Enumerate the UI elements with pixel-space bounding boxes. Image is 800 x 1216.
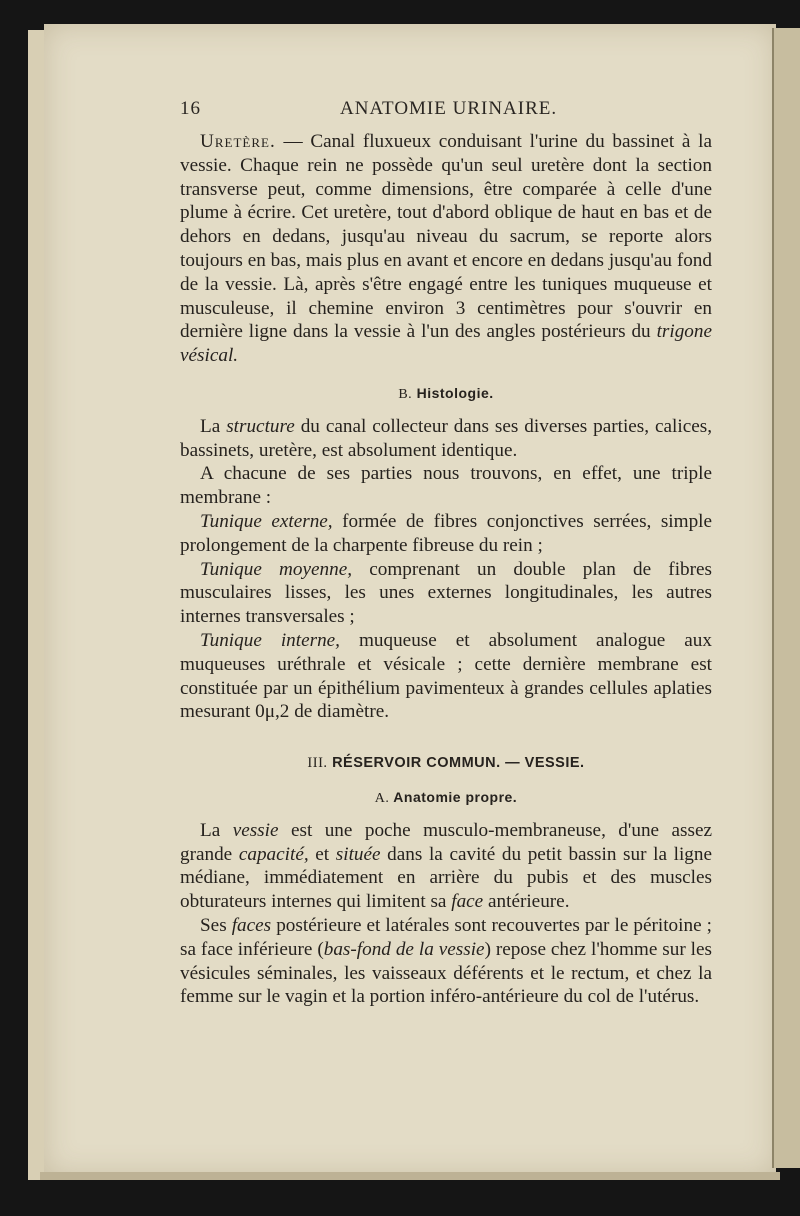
- tunique-externe: [180, 510, 712, 558]
- vessie-p1-a: La: [200, 819, 233, 841]
- vessie-p1-situee: située: [335, 843, 381, 865]
- body-text: [180, 130, 712, 1009]
- ureter-text: — Canal fluxueux conduisant l'urine du bassinet à la vessie. Chaque rein ne possède qu'un seul uretère dont la section transverse peut, comme dimensions, être comparée à celle d'une plume à écrire. Cet uretère, tout d'abord oblique de haut en bas et de dehors en dedans, jusqu'au niveau du sacrum, se reporte alors toujours en bas, mais plus en avant et encore en dedans jusqu'au fond de la vessie. Là, après s'être engagé entre les tuniques muqueuse et musculeuse, il chemine environ 3 centimètres pour s'ouvrir en dernière ligne dans la vessie à l'un des angles postérieurs du: [180, 131, 712, 343]
- ureter-term: Uretère.: [200, 131, 276, 152]
- subsection-heading: [180, 786, 712, 811]
- vessie-p1-d: dans la cavité du petit bassin sur la ligne médiane, immédiatement en arrière du pubis et des muscles obturateurs internes qui limitent sa: [180, 843, 712, 913]
- histology-heading-letter: B.: [398, 386, 413, 402]
- section-title: RÉSERVOIR COMMUN. — VESSIE.: [332, 755, 585, 772]
- section-number: III.: [307, 755, 328, 772]
- section-heading: [180, 752, 712, 776]
- page-number: 16: [180, 98, 201, 119]
- running-title: ANATOMIE URINAIRE.: [340, 98, 558, 119]
- vessie-p2-a: Ses: [200, 914, 232, 936]
- vessie-p2: [180, 914, 712, 1009]
- vessie-p1-vessie: vessie: [232, 819, 279, 841]
- histology-p1-structure: structure: [226, 415, 295, 437]
- vessie-p2-faces: faces: [231, 914, 272, 936]
- tunique-interne-text: muqueuse et absolument analogue aux muqueuses uréthrale et vésicale ; cette dernière membrane est constituée par un épithélium pavimenteux à grandes cellules aplaties mesurant 0μ,2 de diamètre.: [180, 629, 712, 723]
- histology-heading: [180, 382, 712, 407]
- tunique-moyenne-text: comprenant un double plan de fibres musculaires lisses, les unes externes longitudinales, les autres internes transversales ;: [180, 558, 712, 628]
- histology-p1-b: du canal collecteur dans ses diverses parties, calices, bassinets, uretère, est absolument identique.: [180, 415, 712, 461]
- histology-p1: [180, 415, 712, 463]
- tunique-externe-term: Tunique externe,: [200, 510, 333, 532]
- vessie-p2-bas-fond: bas-fond de la vessie: [323, 938, 485, 960]
- vessie-p1-e: antérieure.: [483, 891, 570, 913]
- tunique-moyenne: [180, 558, 712, 629]
- subsection-letter: A.: [374, 790, 390, 806]
- vessie-p1: [180, 819, 712, 914]
- page-bottom-edge: [40, 1172, 780, 1180]
- tunique-interne: [180, 629, 712, 724]
- vessie-p2-b: postérieure et latérales sont recouvertes par le péritoine ; sa face inférieure (: [180, 914, 712, 960]
- vessie-p1-c: et: [308, 843, 336, 865]
- vessie-p1-face: face: [451, 891, 484, 913]
- vessie-p2-c: ) repose chez l'homme sur les vésicules séminales, les vaisseaux déférents et le rectum, et chez la femme sur le vagin et la portion inféro-antérieure du col de l'utérus.: [180, 938, 712, 1008]
- histology-p1-a: La: [200, 415, 227, 437]
- tunique-moyenne-term: Tunique moyenne,: [200, 558, 353, 580]
- subsection-title: Anatomie propre.: [393, 788, 518, 805]
- ureter-paragraph: [180, 130, 712, 368]
- vessie-p1-b: est une poche musculo-membraneuse, d'une assez grande: [180, 819, 712, 865]
- ureter-trigone: trigone vésical.: [180, 321, 712, 367]
- tunique-interne-term: Tunique interne,: [200, 629, 340, 651]
- vessie-p1-capacite: capacité,: [238, 843, 309, 865]
- histology-heading-text: Histologie.: [416, 384, 494, 401]
- histology-p2: A chacune de ses parties nous trouvons, en effet, une triple membrane :: [180, 463, 712, 509]
- next-page-edge: [772, 28, 800, 1168]
- tunique-externe-text: formée de fibres conjonctives serrées, simple prolongement de la charpente fibreuse du rein ;: [180, 510, 713, 556]
